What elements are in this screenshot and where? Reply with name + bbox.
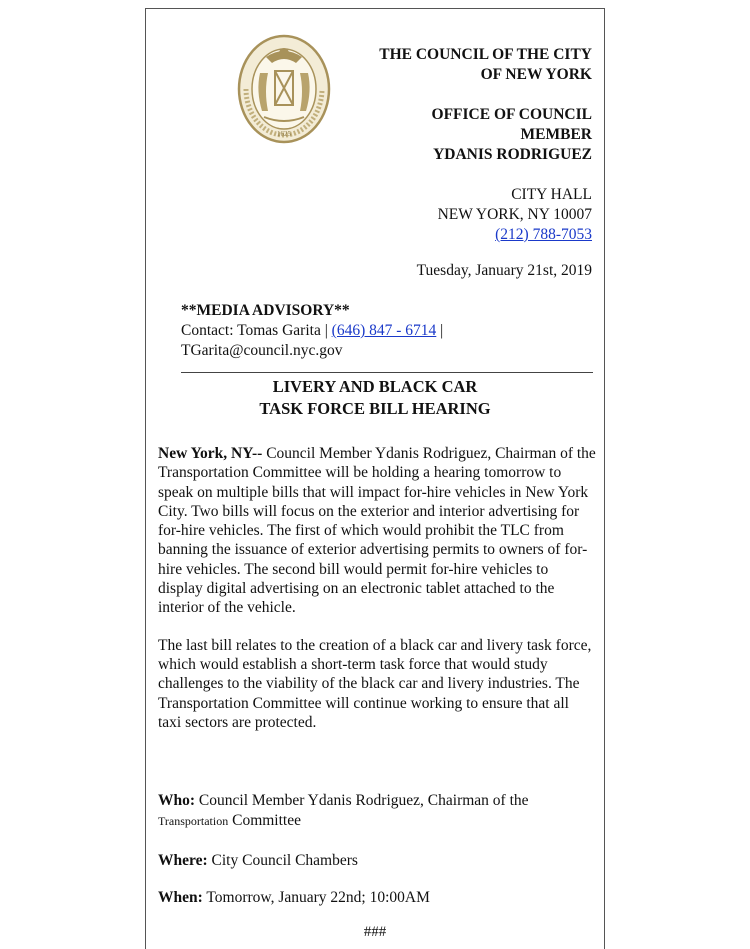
office-name [432,105,592,165]
who-tail: Committee [228,812,301,829]
office-line-3: YDANIS RODRIGUEZ [433,146,592,163]
paragraph-1 [158,444,596,618]
paragraph-1-text: Council Member Ydanis Rodriguez, Chairman of the Transportation Committee will be holding a hearing tomorrow to speak on multiple bills that will impact for-hire vehicles in New York City. Two bills will focus on the exterior and interior advertising for for-hire vehicles. The first of which would prohibit the TLC from banning the issuance of exterior advertising permits to owners of for-hire vehicles. The second bill would permit for-hire vehicles to display digital advertising on an electronic tablet attached to the interior of the vehicle. [158,445,596,617]
press-release-page [145,8,605,949]
office-phone-link[interactable]: (212) 788-7053 [495,226,592,243]
headline [146,376,604,420]
release-body [158,444,596,750]
who-line [158,791,596,831]
contact-phone-link[interactable]: (646) 847 - 6714 [331,322,437,339]
dateline: New York, NY-- [158,445,263,462]
media-advisory [181,301,601,361]
office-line-1: OFFICE OF COUNCIL [431,106,592,123]
advisory-title: **MEDIA ADVISORY** [181,302,350,319]
contact-email: TGarita@council.nyc.gov [181,342,343,359]
address-block [438,185,592,245]
council-name [379,45,592,85]
seal-icon [236,33,332,145]
council-line-1: THE COUNCIL OF THE CITY [379,46,592,63]
who-small: Transportation [158,814,229,828]
divider [181,372,593,373]
contact-label: Contact: Tomas Garita | [181,322,332,339]
address-line-2: NEW YORK, NY 10007 [437,206,592,223]
who-label: Who: [158,792,196,809]
address-line-1: CITY HALL [511,186,592,203]
when-value: Tomorrow, January 22nd; 10:00AM [202,889,430,906]
release-date: Tuesday, January 21st, 2019 [416,262,592,279]
who-value: Council Member Ydanis Rodriguez, Chairman of the [195,792,529,809]
headline-line-2: TASK FORCE BILL HEARING [259,399,491,418]
when-line [158,888,596,908]
headline-line-1: LIVERY AND BLACK CAR [272,377,478,396]
where-value: City Council Chambers [207,852,358,869]
seal-year: 1625 [277,130,291,138]
paragraph-2: The last bill relates to the creation of a black car and livery task force, which would establish a short-term task force that would study challenges to the viability of the black car and livery industries. The Transportation Committee will continue working to ensure that all taxi sectors are protected. [158,636,592,731]
contact-line [181,321,601,341]
end-mark: ### [363,924,387,940]
where-line [158,851,596,871]
office-line-2: MEMBER [520,126,592,143]
where-label: Where: [158,852,208,869]
council-line-2: OF NEW YORK [480,66,592,83]
contact-separator: | [436,322,444,339]
when-label: When: [158,889,203,906]
